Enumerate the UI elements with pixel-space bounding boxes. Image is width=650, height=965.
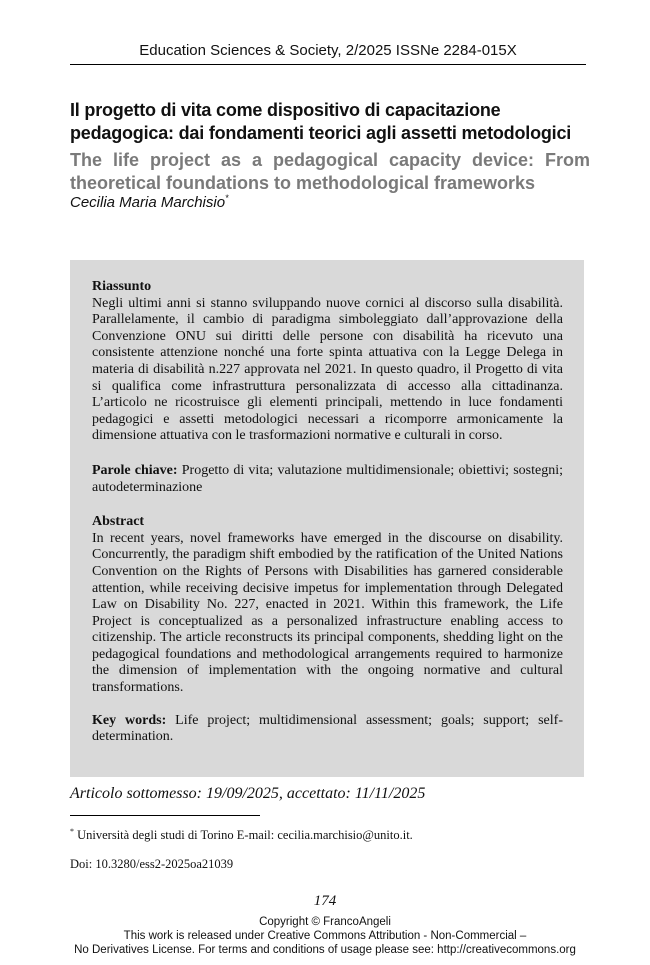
riassunto-text: Negli ultimi anni si stanno sviluppando nuove cornici al discorso sulla disabilità. Parallelamente, il cambio di paradigma simboleggiato dall’approvazione della Convenzione ONU sui diritti delle persone con disabilità ha ricevuto una consistente attenzione nonché una forte spinta attuativa con la Legge Delega in materia di disabilità n.227 approvata nel 2021. In questo quadro, il Progetto di vita si qualifica come infrastruttura personalizzata di accesso alla cittadinanza. L’articolo ne ricostruisce gli elementi principali, mettendo in luce fondamenti pedagogici e assetti metodologici necessari a ricomporre armonicamente la dimensione attuativa con le trasformazioni normative e culturali in corso. [92, 295, 563, 444]
key-words-text: Life project; multidimensional assessment; goals; support; self-determination. [92, 712, 563, 745]
footnote-divider [70, 815, 260, 816]
abstract-box [70, 260, 584, 777]
journal-header: Education Sciences & Society, 2/2025 ISSNe 2284-015X [139, 42, 517, 59]
author-name-text: Cecilia Maria Marchisio [70, 194, 226, 211]
parole-chiave-label: Parole chiave: [92, 462, 178, 478]
copyright-line-1: Copyright © FrancoAngeli [259, 916, 391, 928]
abstract-box-content [92, 279, 563, 746]
riassunto-heading: Riassunto [92, 279, 152, 294]
footnote [70, 827, 413, 843]
submission-dates: Articolo sottomesso: 19/09/2025, accettato: 11/11/2025 [70, 785, 426, 802]
header-divider [70, 64, 586, 65]
abstract-heading: Abstract [92, 514, 145, 530]
page-number: 174 [313, 893, 337, 909]
abstract-text: In recent years, novel frameworks have emerged in the discourse on disability. Concurrently, the paradigm shift embodied by the ratification of the United Nations Convention on the Rights of Persons with Disabilities has garnered considerable attention, while receiving decisive impetus for implementation through Delegated Law on Disability No. 227, enacted in 2021. Within this framework, the Life Project is conceptualized as a personalized infrastructure enabling access to citizenship. The article reconstructs its principal components, shedding light on the pedagogical foundations and methodological arrangements required to harmonize the dimension of implementation with the ongoing normative and cultural transformations. [92, 530, 563, 696]
copyright-line-2: This work is released under Creative Commons Attribution - Non-Commercial – [123, 930, 527, 942]
footnote-mark: * [70, 827, 74, 836]
key-words-label: Key words: [92, 712, 167, 728]
parole-chiave-text: Progetto di vita; valutazione multidimensionale; obiettivi; sostegni; autodeterminazione [92, 462, 563, 495]
copyright-notice [0, 915, 650, 957]
key-words [92, 713, 563, 746]
copyright-line-3: No Derivatives License. For terms and conditions of usage please see: http://creativecommons.org [74, 944, 576, 956]
title-italian: Il progetto di vita come dispositivo di capacitazione pedagogica: dai fondamenti teorici agli assetti metodologici [70, 100, 572, 143]
author-footnote-mark: * [225, 193, 229, 203]
footnote-text: Università degli studi di Torino E-mail: cecilia.marchisio@unito.it. [74, 828, 413, 843]
parole-chiave [92, 463, 563, 496]
doi: Doi: 10.3280/ess2-2025oa21039 [70, 857, 234, 871]
author-name [70, 193, 229, 211]
title-english: The life project as a pedagogical capacity device: From theoretical foundations to methodological frameworks [70, 150, 590, 193]
